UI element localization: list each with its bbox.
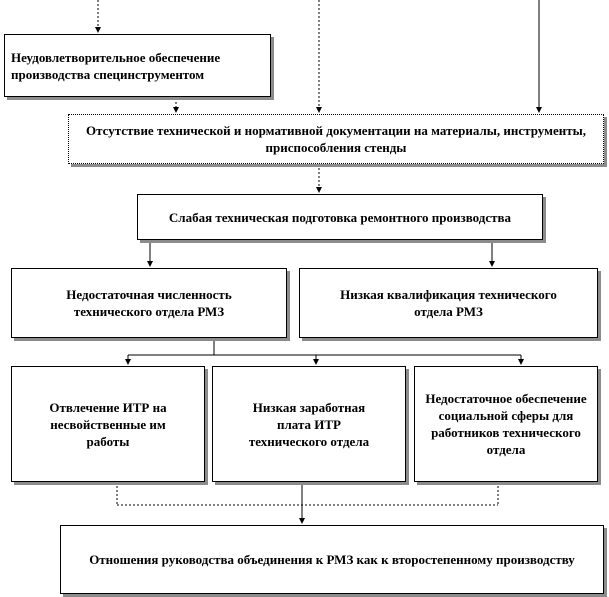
box-distraction-text: Отвлечение ИТР на несвойственные им работы — [49, 399, 167, 449]
box-management-attitude-text: Отношения руководства объединения к РМЗ как к второстепенному производству — [89, 552, 575, 567]
box-management-attitude — [60, 525, 604, 594]
box-low-qualification — [299, 268, 598, 338]
box-staff-shortage-text: Недостаточная численность технического отдела РМЗ — [66, 287, 232, 319]
box-technical-preparation-text: Слабая техническая подготовка ремонтного производства — [168, 209, 512, 225]
box-documentation-text: Отсутствие технической и нормативной документации на материалы, инструменты, приспособления стенды — [85, 123, 587, 155]
box-low-qualification-text: Низкая квалификация технического отдела РМЗ — [340, 287, 557, 319]
box-technical-preparation — [137, 194, 543, 240]
box-low-salary-text: Низкая заработная плата ИТР технического отдела — [248, 399, 370, 449]
box-tool-supply-text: Неудовлетворительное обеспечение производства специнструментом — [11, 49, 221, 82]
box-low-salary — [212, 366, 406, 482]
box-documentation — [68, 114, 604, 164]
box-social-sphere-text: Недостаточное обеспечение социальной сферы для работников технического отдела — [425, 391, 587, 457]
box-social-sphere — [414, 366, 598, 482]
box-tool-supply — [4, 34, 271, 97]
box-staff-shortage — [11, 268, 287, 338]
box-distraction — [11, 366, 205, 482]
